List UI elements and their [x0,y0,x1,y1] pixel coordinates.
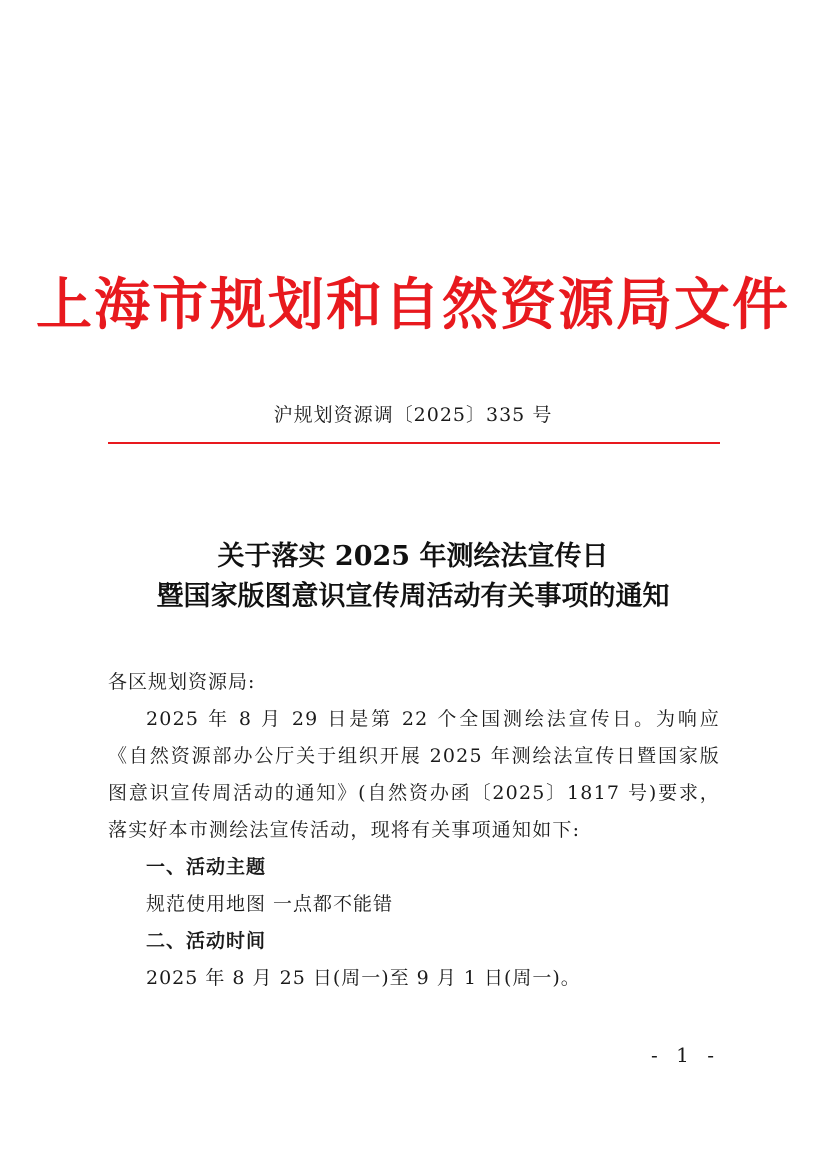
document-title [0,537,826,617]
salutation: 各区规划资源局: [108,671,256,693]
document-body [108,664,720,997]
document-number: 沪规划资源调〔2025〕335 号 [273,404,553,426]
section-heading-time: 二、活动时间 [146,930,267,952]
document-title-line-2: 暨国家版图意识宣传周活动有关事项的通知 [156,581,670,612]
document-header-title: 上海市规划和自然资源局文件 [36,272,790,338]
section-text-theme: 规范使用地图 一点都不能错 [146,893,394,915]
document-title-line-1: 关于落实 2025 年测绘法宣传日 [217,541,609,572]
page-number: - 1 - [651,1043,720,1067]
section-heading-theme: 一、活动主题 [146,856,267,878]
section-text-time: 2025 年 8 月 25 日(周一)至 9 月 1 日(周一)。 [146,967,581,989]
intro-paragraph: 2025 年 8 月 29 日是第 22 个全国测绘法宣传日。为响应《自然资源部办公厅关于组织开展 2025 年测绘法宣传日暨国家版图意识宣传周活动的通知》(自然资办函〔2025〕1817 号)要求，落实好本市测绘法宣传活动，现将有关事项通知如下: [108,708,720,841]
header-divider-rule [108,442,720,444]
